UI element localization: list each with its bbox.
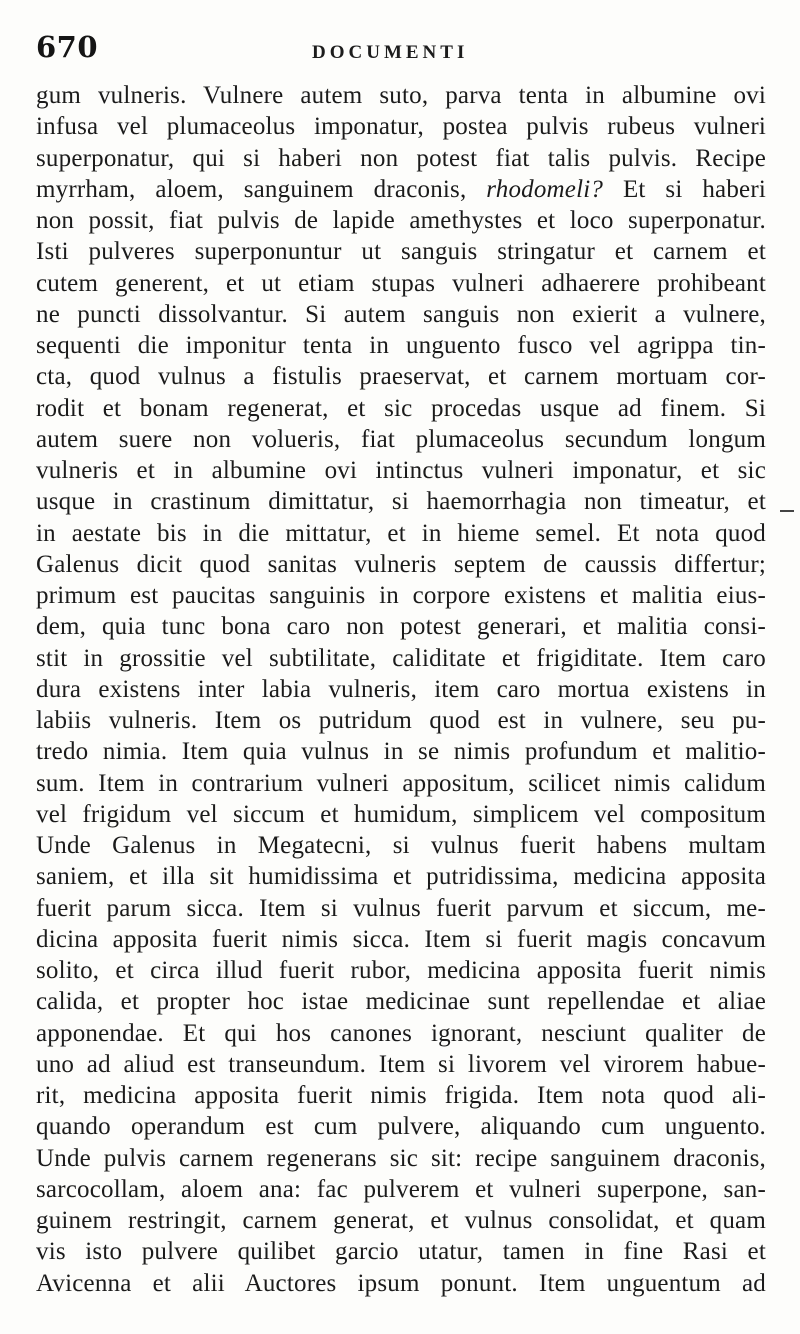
text-line: sum. Item in contrarium vulneri appositum, scilicet nimis calidum [36, 769, 766, 797]
page-header [36, 30, 766, 70]
text-line: vel frigidum vel siccum et humidum, simplicem vel compositum [36, 800, 766, 828]
text-line: dem, quia tunc bona caro non potest generari, et malitia consi- [36, 613, 766, 641]
running-head: DOCUMENTI [312, 42, 469, 63]
text-line: superponatur, qui si haberi non potest fiat talis pulvis. Recipe [36, 144, 766, 172]
text-line: vulneris et in albumine ovi intinctus vulneri imponatur, et sic [36, 457, 766, 484]
text-line: ne puncti dissolvantur. Si autem sanguis non exierit a vulnere, [36, 300, 766, 328]
text-line: dicina apposita fuerit nimis sicca. Item si fuerit magis concavum [36, 925, 766, 953]
text-line: uno ad aliud est transeundum. Item si livorem vel virorem habue- [36, 1050, 766, 1078]
margin-dash-mark [780, 510, 794, 512]
text-line: fuerit parum sicca. Item si vulnus fuerit parvum et siccum, me- [36, 894, 766, 922]
text-line: dura existens inter labia vulneris, item caro mortua existens in [36, 675, 766, 703]
text-line: Unde Galenus in Megatecni, si vulnus fuerit habens multam [36, 832, 766, 859]
text-line-segment: Et si haberi [603, 175, 766, 203]
text-line: non possit, fiat pulvis de lapide amethystes et loco superponatur. [36, 207, 766, 234]
text-line: autem suere non volueris, fiat plumaceolus secundum longum [36, 425, 766, 453]
text-line: sarcocollam, aloem ana: fac pulverem et vulneri superpone, san- [36, 1175, 766, 1203]
text-line: labiis vulneris. Item os putridum quod est in vulnere, seu pu- [36, 707, 766, 734]
text-line: cutem generent, et ut etiam stupas vulneri adhaerere prohibeant [36, 269, 766, 297]
text-line: cta, quod vulnus a fistulis praeservat, et carnem mortuam cor- [36, 363, 766, 391]
text-line: rit, medicina apposita fuerit nimis frigida. Item nota quod ali- [36, 1082, 766, 1109]
text-line: infusa vel plumaceolus imponatur, postea pulvis rubeus vulneri [36, 113, 766, 141]
page-number: 670 [36, 30, 99, 64]
text-line: Galenus dicit quod sanitas vulneris septem de caussis differtur; [36, 550, 766, 578]
text-line: Isti pulveres superponuntur ut sanguis stringatur et carnem et [36, 238, 766, 266]
text-line: stit in grossitie vel subtilitate, caliditate et frigiditate. Item caro [36, 644, 766, 672]
text-line: saniem, et illa sit humidissima et putridissima, medicina apposita [36, 863, 766, 891]
text-line: in aestate bis in die mittatur, et in hieme semel. Et nota quod [36, 519, 766, 547]
text-line: quando operandum est cum pulvere, aliquando cum unguento. [36, 1113, 766, 1141]
text-line: vis isto pulvere quilibet garcio utatur, tamen in fine Rasi et [36, 1238, 766, 1266]
text-line [36, 174, 766, 205]
text-line: solito, et circa illud fuerit rubor, medicina apposita fuerit nimis [36, 957, 766, 984]
text-line: primum est paucitas sanguinis in corpore existens et malitia eius- [36, 582, 766, 609]
text-line: tredo nimia. Item quia vulnus in se nimis profundum et malitio- [36, 738, 766, 766]
text-line: gum vulneris. Vulnere autem suto, parva tenta in albumine ovi [36, 82, 766, 109]
text-line: Unde pulvis carnem regenerans sic sit: recipe sanguinem draconis, [36, 1144, 766, 1172]
text-line-segment: myrrham, aloem, sanguinem draconis, [36, 175, 487, 203]
text-line: Avicenna et alii Auctores ipsum ponunt. Item unguentum ad [36, 1269, 766, 1297]
text-line: sequenti die imponitur tenta in unguento fusco vel agrippa tin- [36, 332, 766, 359]
italic-word: rhodomeli? [486, 175, 604, 203]
text-line: apponendae. Et qui hos canones ignorant, nesciunt qualiter de [36, 1019, 766, 1047]
text-line: rodit et bonam regenerat, et sic procedas usque ad finem. Si [36, 394, 766, 422]
text-line: guinem restringit, carnem generat, et vulnus consolidat, et quam [36, 1207, 766, 1234]
body-text [36, 80, 766, 1299]
text-line: usque in crastinum dimittatur, si haemorrhagia non timeatur, et [36, 488, 766, 516]
text-line: calida, et propter hoc istae medicinae sunt repellendae et aliae [36, 988, 766, 1016]
